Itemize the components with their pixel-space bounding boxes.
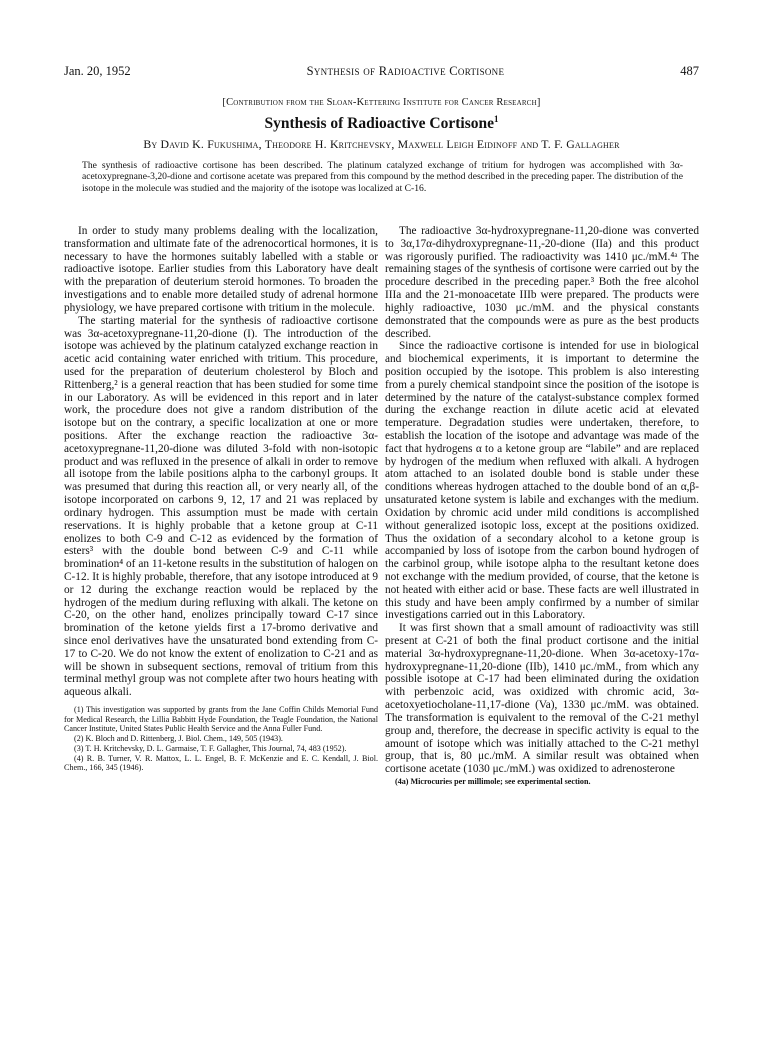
footnotes [64, 705, 378, 773]
footnote: (4a) Microcuries per millimole; see experimental section. [395, 776, 591, 786]
header-running-title: Synthesis of Radioactive Cortisone [306, 64, 505, 78]
left-column [64, 225, 378, 773]
right-column [385, 225, 699, 787]
body-paragraph: The radioactive 3α-hydroxypregnane-11,20-dione was converted to 3α,17α-dihydroxypregnane-11,-20-dione (IIa) and this product was rigorously purified. The radioactivity was 1410 μc./mM.⁴ᵃ The remaining stages of the synthesis of cortisone were carried out by the procedure described in the preceding paper.³ Both the free alcohol IIIa and the 21-monoacetate IIIb were prepared. The products were highly radioactive, 1030 μc./mM. and the physical constants demonstrated that the compounds were as pure as the best products described. [385, 225, 699, 340]
page-number: 487 [680, 64, 699, 78]
body-paragraph: In order to study many problems dealing with the localization, transformation and ultimate fate of the adrenocortical hormones, it is necessary to have the hormones suitably labelled with a stable or radioactive isotope. Earlier studies from this Laboratory have dealt with the preparation of deuterium steroid hormones. To broaden the investigations and to enable more detailed study of adrenal hormone physiology, we have prepared cortisone with tritium in the molecule. [64, 225, 378, 314]
body-paragraph: It was first shown that a small amount of radioactivity was still present at C-21 of both the final product cortisone and the initial material 3α-hydroxypregnane-11,20-dione. When 3α-acetoxy-17α-hydroxypregnane-11,20-dione (IIb), 1410 μc./mM., from which any possible isotope at C-17 had been eliminated during the oxidation with perbenzoic acid, was oxidized with chromic acid, 3α-acetoxyetiocholane-11,17-dione (Va), 1330 μc./mM. was obtained. The transformation is equivalent to the removal of the C-21 methyl group and, therefore, the decrease in specific activity is equal to the amount of isotope which was initially attached to the C-21 methyl group, that is, 80 μc./mM. A similar result was obtained when cortisone acetate (1030 μc./mM.) was oxidized to adrenosterone [385, 622, 699, 776]
abstract: The synthesis of radioactive cortisone has been described. The platinum catalyzed exchange of tritium for hydrogen was accomplished with 3α-acetoxypregnane-3,20-dione and cortisone acetate was prepared from this compound by the method described in the preceding paper. The distribution of the isotope in the molecule was studied and the majority of the isotope was localized at C-16. [82, 160, 683, 194]
header-date: Jan. 20, 1952 [64, 64, 131, 78]
footnote: (4) R. B. Turner, V. R. Mattox, L. L. Engel, B. F. McKenzie and E. C. Kendall, J. Biol. Chem., 166, 345 (1946). [64, 753, 378, 773]
author-line: By David K. Fukushima, Theodore H. Kritchevsky, Maxwell Leigh Eidinoff and T. F. Gallagher [143, 137, 620, 151]
article-title [0, 114, 763, 133]
body-paragraph: Since the radioactive cortisone is intended for use in biological and biochemical experiments, it is important to determine the position occupied by the isotope. This problem is also interesting from a purely chemical standpoint since the position of the isotope is determined by the nature of the catalyst-substance complex formed during the exchange reaction in dilute acetic acid at elevated temperature. Degradation studies were undertaken, therefore, to establish the location of the isotope and advantage was made of the fact that hydrogens α to a ketone group are “labile” and are replaced by hydrogen of the medium when refluxed with alkali. A hydrogen atom attached to an isolated double bond is stable under these conditions whereas hydrogen attached to the double bond of an α,β-unsaturated ketone system is labile and exchanges with the medium. Oxidation by chromic acid under mild conditions is accomplished without generalized isotopic loss, except at the positions oxidized. Thus the oxidation of a secondary alcohol to a ketone group is accompanied by loss of isotope from the carbon bound hydrogen of the carbinol group, while isotope alpha to the resultant ketone does not exchange with the medium provided, of course, that the ketone is not heated with either acid or base. These facts are well illustrated in this study and have been amply confirmed by a number of similar investigations carried out in this Laboratory. [385, 340, 699, 622]
footnote: (1) This investigation was supported by grants from the Jane Coffin Childs Memorial Fund for Medical Research, the Lillia Babbitt Hyde Foundation, the Teagle Foundation, the National Cancer Institute, United States Public Health Service and the Anna Fuller Fund. [64, 705, 378, 734]
body-paragraph: The starting material for the synthesis of radioactive cortisone was 3α-acetoxypregnane-11,20-dione (I). The introduction of the isotope was achieved by the platinum catalyzed exchange reaction in acetic acid containing water enriched with tritium. This procedure, used for the preparation of deuterium cholesterol by Bloch and Rittenberg,² is a general reaction that has been studied for some time in our Laboratory. As will be evidenced in this report and in later work, the procedure does not give a random distribution of the isotope but on the contrary, a specific localization at one or more positions. After the exchange reaction the radioactive 3α-acetoxypregnane-11,20-dione was diluted 3-fold with non-isotopic product and was refluxed in the presence of alkali in order to remove all isotope from the labile positions alpha to the carbonyl groups. It was presumed that during this reaction all, or very nearly all, of the isotope incorporated on carbons 9, 12, 17 and 21 was replaced by ordinary hydrogen. This assumption must be made with certain reservations. It is highly probable that a ketone group at C-11 enolizes to both C-9 and C-12 as evidenced by the formation of esters³ with the double bond between C-9 and C-11 while bromination⁴ of an 11-ketone results in the substitution of halogen on C-12. It is highly probable, therefore, that any isotope introduced at 9 or 12 during the exchange reaction would be replaced by the hydrogen of the medium during refluxing with alkali. The ketone on C-20, on the other hand, enolizes principally toward C-17 since bromination of the ketone yields first a 17-bromo derivative and since enol derivatives have the unsaturated bond extending from C-17 to C-20. We do not know the extent of enolization to C-21 and as will be shown in subsequent sections, removal of tritium from this terminal methyl group was not complete after two hours heating with aqueous alkali. [64, 314, 378, 699]
title-footnote-marker: 1 [493, 114, 499, 124]
running-header [64, 64, 699, 79]
footnotes [385, 777, 699, 787]
footnote: (2) K. Bloch and D. Rittenberg, J. Biol. Chem., 149, 505 (1943). [74, 734, 283, 744]
footnote: (3) T. H. Kritchevsky, D. L. Garmaise, T. F. Gallagher, This Journal, 74, 483 (1952). [74, 743, 347, 753]
institute-line: [Contribution from the Sloan-Kettering Institute for Cancer Research] [222, 97, 541, 108]
article-title-text: Synthesis of Radioactive Cortisone [264, 115, 494, 133]
